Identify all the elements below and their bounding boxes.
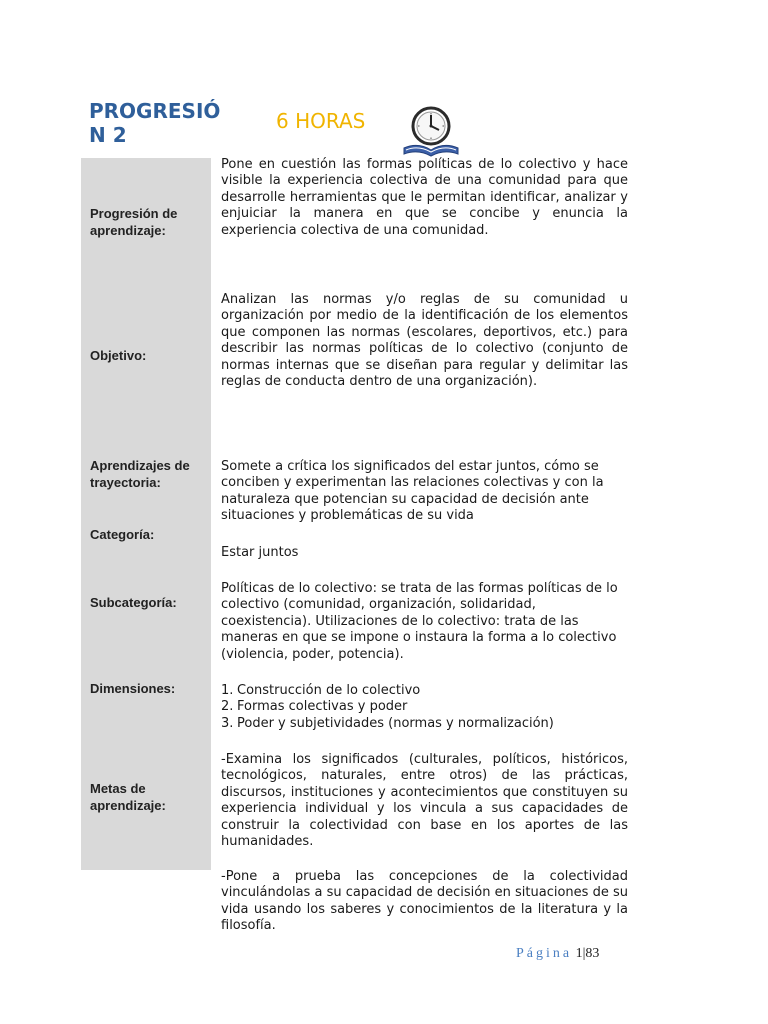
page-word: Página xyxy=(516,946,573,961)
hours-label: 6 HORAS xyxy=(276,109,366,133)
list-number: 3. xyxy=(221,715,234,731)
list-text: Construcción de lo colectivo xyxy=(237,683,421,698)
label-subcategoria: Subcategoría: xyxy=(90,595,177,610)
text-categoria: Estar juntos xyxy=(221,545,299,560)
text-metas-1: -Examina los significados (culturales, políticos, históricos, tecnológicos, naturales, entre otros) de las prácticas, discursos, instituciones y acontecimientos que constituyen su experiencia individual y los vincula a sus capacidades de construir la colectividad con base en los aportes de las humanidades. xyxy=(221,752,628,850)
page-title: PROGRESIÓN 2 xyxy=(89,99,221,147)
label-progresion: Progresión de aprendizaje: xyxy=(90,206,178,238)
text-metas-2: -Pone a prueba las concepciones de la colectividad vinculándolas a su capacidad de decisión en situaciones de su vida usando los saberes y conocimientos de la literatura y la filosofía. xyxy=(221,869,628,934)
page-footer xyxy=(516,946,599,962)
text-progresion: Pone en cuestión las formas políticas de lo colectivo y hace visible la experiencia colectiva de una comunidad para que desarrolle herramientas que le permitan identificar, analizar y enjuiciar la manera en que se concibe y enuncia la experiencia colectiva de una comunidad. xyxy=(221,157,628,238)
dimensiones-list xyxy=(221,683,628,732)
label-objetivo: Objetivo: xyxy=(90,348,147,363)
label-trayectoria: Aprendizajes de trayectoria: xyxy=(90,458,190,490)
list-item xyxy=(221,699,628,715)
page-number: 1 xyxy=(575,946,583,961)
list-number: 1. xyxy=(221,683,234,698)
list-text: Poder y subjetividades (normas y normalización) xyxy=(237,715,554,731)
label-column xyxy=(81,158,211,870)
list-text: Formas colectivas y poder xyxy=(237,699,408,715)
list-item xyxy=(221,716,628,732)
label-categoria: Categoría: xyxy=(90,527,155,542)
label-dimensiones: Dimensiones: xyxy=(90,681,176,696)
clock-on-book-icon xyxy=(400,104,462,160)
list-number: 2. xyxy=(221,699,234,715)
label-metas: Metas de aprendizaje: xyxy=(90,781,166,813)
list-item xyxy=(221,683,628,699)
total-pages: 83 xyxy=(585,946,600,961)
page-separator: | xyxy=(582,946,586,961)
text-subcategoria: Políticas de lo colectivo: se trata de las formas políticas de lo colectivo (comunidad, organización, solidaridad, coexistencia). Utilizaciones de lo colectivo: trata de las maneras en que se impone o instaura la forma a lo colectivo (violencia, poder, potencia). xyxy=(221,581,618,662)
text-trayectoria: Somete a crítica los significados del estar juntos, cómo se conciben y experimentan las relaciones colectivas y con la naturaleza que potencian su capacidad de decisión ante situaciones y problemáticas de su vida xyxy=(221,459,604,524)
text-objetivo: Analizan las normas y/o reglas de su comunidad u organización por medio de la identificación de los elementos que componen las normas (escolares, deportivos, etc.) para describir las normas políticas de lo colectivo (conjunto de normas internas que se diseñan para regular y delimitar las reglas de conducta dentro de una organización). xyxy=(221,292,628,390)
